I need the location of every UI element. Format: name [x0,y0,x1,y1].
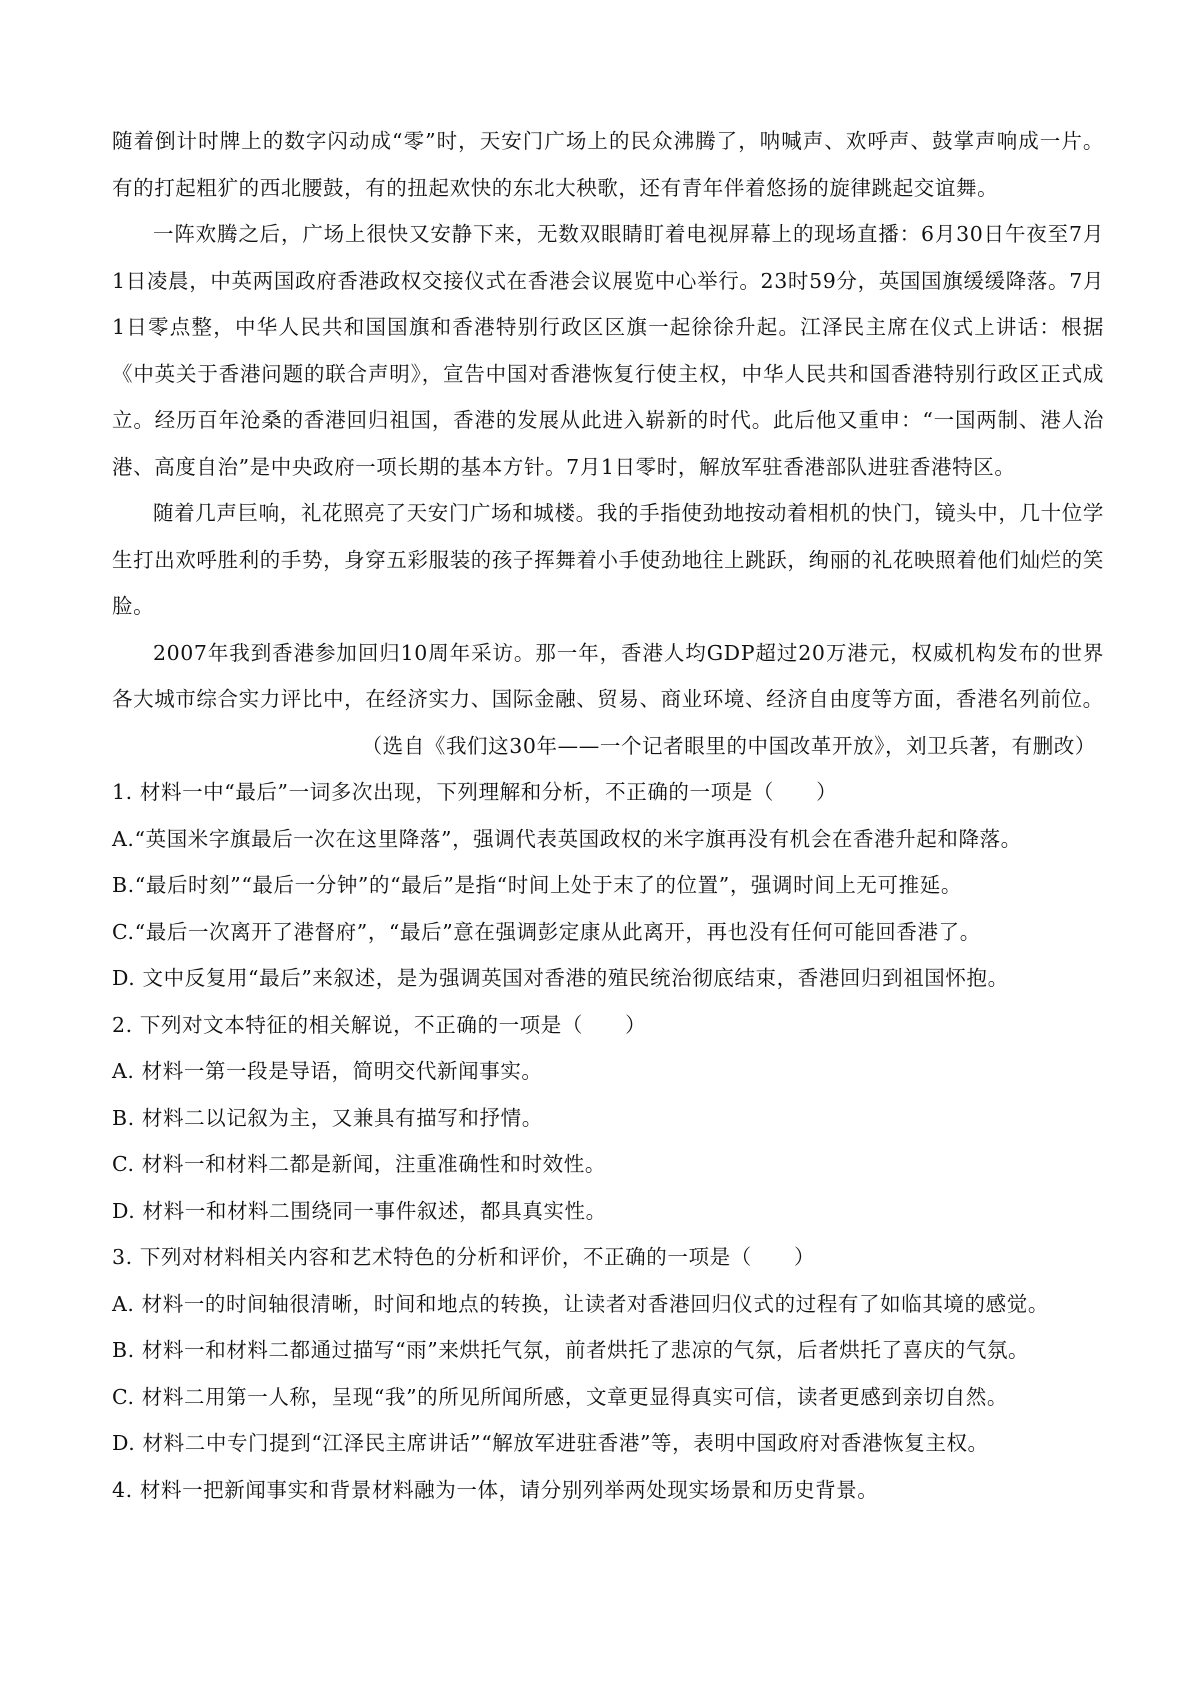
question-stem: 4. 材料一把新闻事实和背景材料融为一体，请分别列举两处现实场景和历史背景。 [112,1477,879,1502]
article-paragraph-2: 一阵欢腾之后，广场上很快又安静下来，无数双眼睛盯着电视屏幕上的现场直播：6月30日午夜至7月1日凌晨，中英两国政府香港政权交接仪式在香港会议展览中心举行。23时59分，英国国旗缓缓降落。7月1日零点整，中华人民共和国国旗和香港特别行政区区旗一起徐徐升起。江泽民主席在仪式上讲话：根据《中英关于香港问题的联合声明》，宣告中国对香港恢复行使主权，中华人民共和国香港特别行政区正式成立。经历百年沧桑的香港回归祖国，香港的发展从此进入崭新的时代。此后他又重申：“一国两制、港人治港、高度自治”是中央政府一项长期的基本方针。7月1日零时，解放军驻香港部队进驻香港特区。 [112,222,1104,479]
document-content [112,118,1104,1513]
question-stem: 3. 下列对材料相关内容和艺术特色的分析和评价，不正确的一项是（ ） [112,1245,816,1269]
question-option: A. 材料一第一段是导语，简明交代新闻事实。 [112,1059,543,1083]
question-option: D. 材料二中专门提到“江泽民主席讲话”“解放军进驻香港”等，表明中国政府对香港恢复主权。 [112,1431,989,1455]
question-option: B. 材料二以记叙为主，又兼具有描写和抒情。 [112,1105,543,1130]
question-option: C. 材料二用第一人称，呈现“我”的所见所闻所感，文章更显得真实可信，读者更感到亲切自然。 [112,1384,1008,1409]
question-4 [112,1467,1104,1514]
article-source: （选自《我们这30年——一个记者眼里的中国改革开放》，刘卫兵著，有删改） [361,733,1096,758]
question-option: C.“最后一次离开了港督府”，“最后”意在强调彭定康从此离开，再也没有任何可能回香港了。 [112,919,981,944]
question-2 [112,1002,1104,1235]
question-option: D. 材料一和材料二围绕同一事件叙述，都具真实性。 [112,1198,607,1223]
question-3 [112,1234,1104,1467]
question-option: A. 材料一的时间轴很清晰，时间和地点的转换，让读者对香港回归仪式的过程有了如临其境的感觉。 [112,1291,1049,1316]
article-paragraph-1: 随着倒计时牌上的数字闪动成“零”时，天安门广场上的民众沸腾了，呐喊声、欢呼声、鼓掌声响成一片。有的打起粗犷的西北腰鼓，有的扭起欢快的东北大秧歌，还有青年伴着悠扬的旋律跳起交谊舞。 [112,129,1104,200]
question-stem: 1. 材料一中“最后”一词多次出现，下列理解和分析，不正确的一项是（ ） [112,780,838,804]
question-option: D. 文中反复用“最后”来叙述，是为强调英国对香港的殖民统治彻底结束，香港回归到祖国怀抱。 [112,966,1009,990]
question-1 [112,769,1104,1002]
question-option: B.“最后时刻”“最后一分钟”的“最后”是指“时间上处于末了的位置”，强调时间上无可推延。 [112,873,962,897]
question-option: C. 材料一和材料二都是新闻，注重准确性和时效性。 [112,1152,606,1176]
article-paragraph-3: 随着几声巨响，礼花照亮了天安门广场和城楼。我的手指使劲地按动着相机的快门，镜头中，几十位学生打出欢呼胜利的手势，身穿五彩服装的孩子挥舞着小手使劲地往上跳跃，绚丽的礼花映照着他们灿烂的笑脸。 [112,501,1104,618]
question-option: A.“英国米字旗最后一次在这里降落”，强调代表英国政权的米字旗再没有机会在香港升起和降落。 [112,826,1022,851]
article-paragraph-4: 2007年我到香港参加回归10周年采访。那一年，香港人均GDP超过20万港元，权威机构发布的世界各大城市综合实力评比中，在经济实力、国际金融、贸易、商业环境、经济自由度等方面，香港名列前位。 [112,640,1104,711]
question-stem: 2. 下列对文本特征的相关解说，不正确的一项是（ ） [112,1012,647,1037]
question-option: B. 材料一和材料二都通过描写“雨”来烘托气氛，前者烘托了悲凉的气氛，后者烘托了喜庆的气氛。 [112,1338,1030,1362]
